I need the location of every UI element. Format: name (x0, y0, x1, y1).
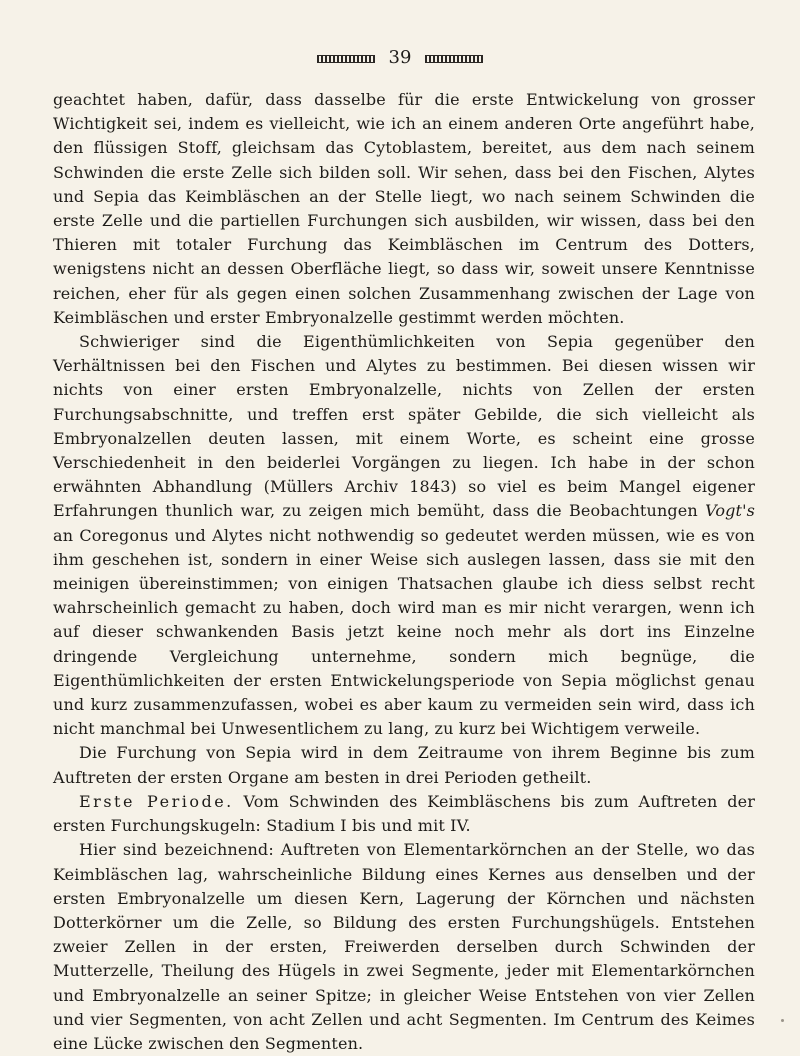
paragraph-2-text-b: an Coregonus und Alytes nicht nothwendig so gedeutet werden müssen, wie es von ihm geschehen ist, sondern in einer Weise sich auslegen lassen, dass sie mit den meinigen übereinstimmen; von einigen Thatsachen glaube ich diess selbst recht wahrscheinlich gemacht zu haben, doch wird man es mir nicht verargen, wenn ich auf dieser schwankenden Basis jetzt keine noch mehr als dort ins Einzelne dringende Vergleichung unternehme, sondern mich begnüge, die Eigenthümlichkeiten der ersten Entwickelungsperiode von Sepia möglichst genau und kurz zusammenzufassen, wobei es aber kaum zu vermeiden sein wird, dass ich nicht manchmal bei Unwesentlichem zu lang, zu kurz bei Wichtigem verweile. (53, 525, 755, 739)
paragraph-1: geachtet haben, dafür, dass dasselbe für die erste Entwickelung von grosser Wichtigkeit sei, indem es vielleicht, wie ich an einem anderen Orte angeführt habe, den flüssigen Stoff, gleichsam das Cytoblastem, bereitet, aus dem nach seinem Schwinden die erste Zelle sich bilden soll. Wir sehen, dass bei den Fischen, Alytes und Sepia das Keimbläschen an der Stelle liegt, wo nach seinem Schwinden die erste Zelle und die partiellen Furchungen sich ausbilden, wir wissen, dass bei den Thieren mit totaler Furchung das Keimbläschen im Centrum des Dotters, wenigstens nicht an dessen Oberfläche liegt, so dass wir, soweit unsere Kenntnisse reichen, eher für als gegen einen solchen Zusammenhang zwischen der Lage von Keimbläschen und erster Embryonalzelle gestimmt werden möchten. (53, 90, 755, 327)
paragraph-4-text: Vom Schwinden des Keimbläschens bis zum Auftreten der ersten Furchungskugeln: Stadium I bis und mit IV. (53, 791, 756, 836)
body-text (53, 88, 755, 1056)
paragraph-2 (53, 330, 755, 741)
page-header (0, 48, 800, 68)
left-ornament-icon (317, 55, 375, 63)
page-number: 39 (388, 47, 412, 68)
paper-speck-icon (781, 1019, 784, 1022)
paragraph-2-text-a: Schwieriger sind die Eigenthümlichkeiten von Sepia gegenüber den Verhältnissen bei den Fischen und Alytes zu bestimmen. Bei diesen wissen wir nichts von einer ersten Embryonalzelle, nichts von Zellen der ersten Furchungsabschnitte, und treffen erst später Gebilde, die sich vielleicht als Embryonalzellen deuten lassen, mit einem Worte, es scheint eine grosse Verschiedenheit in den beiderlei Vorgängen zu liegen. Ich habe in der schon erwähnten Abhandlung (Müllers Archiv 1843) so viel es beim Mangel eigener Erfahrungen thunlich war, zu zeigen mich bemüht, dass die Beobachtungen (53, 332, 755, 521)
paragraph-3: Die Furchung von Sepia wird in dem Zeitraume von ihrem Beginne bis zum Auftreten der ersten Organe am besten in drei Perioden getheilt. (53, 743, 755, 787)
paragraph-4 (53, 790, 755, 838)
paragraph-5: Hier sind bezeichnend: Auftreten von Elementarkörnchen an der Stelle, wo das Keimbläschen lag, wahrscheinliche Bildung eines Kernes aus denselben und der ersten Embryonalzelle um diesen Kern, Lagerung der Körnchen und nächsten Dotterkörner um die Zelle, so Bildung des ersten Furchungshügels. Entstehen zweier Zellen in der ersten, Freiwerden derselben durch Schwinden der Mutterzelle, Theilung des Hügels in zwei Segmente, jeder mit Elementarkörnchen und Embryonalzelle an seiner Spitze; in gleicher Weise Entstehen von vier Zellen und vier Segmenten, von acht Zellen und acht Segmenten. Im Centrum des Keimes eine Lücke zwischen den Segmenten. (53, 840, 755, 1053)
right-ornament-icon (425, 55, 483, 63)
paragraph-2-italic-name: Vogt's (705, 501, 755, 521)
period-heading: Erste Periode. (79, 791, 234, 811)
